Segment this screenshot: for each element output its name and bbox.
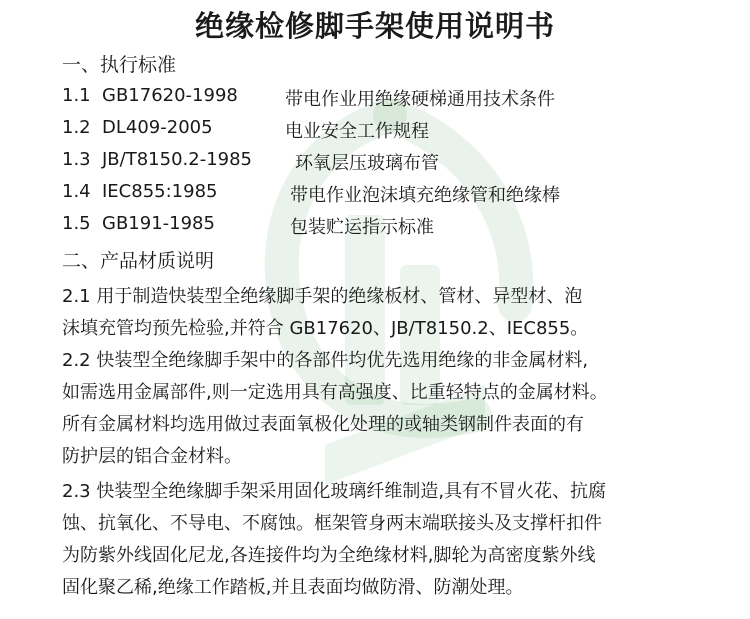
standard-code: DL409-2005 [102, 117, 213, 138]
standard-name: 电业安全工作规程 [285, 121, 429, 142]
paragraph-line: 2.3 快装型全绝缘脚手架采用固化玻璃纤维制造,具有不冒火花、抗腐 [62, 481, 607, 502]
paragraph-line: 2.1 用于制造快装型全绝缘脚手架的绝缘板材、管材、异型材、泡 [62, 286, 583, 307]
standard-code: IEC855:1985 [102, 181, 218, 202]
standard-code: GB191-1985 [102, 213, 215, 234]
standard-name: 包装贮运指示标准 [290, 217, 434, 238]
section1-heading: 一、执行标准 [62, 54, 177, 76]
paragraph-line: 2.2 快装型全绝缘脚手架中的各部件均优先选用绝缘的非金属材料, [62, 350, 589, 371]
standard-number: 1.1 [62, 85, 91, 106]
paragraph-line: 沫填充管均预先检验,并符合 GB17620、JB/T8150.2、IEC855。 [62, 318, 589, 339]
paragraph-line: 蚀、抗氧化、不导电、不腐蚀。框架管身两末端联接头及支撑杆扣件 [62, 513, 602, 534]
standard-number: 1.5 [62, 213, 91, 234]
standard-name: 环氧层压玻璃布管 [295, 153, 439, 174]
section2-heading: 二、产品材质说明 [62, 250, 215, 272]
standard-code: GB17620-1998 [102, 85, 238, 106]
standard-number: 1.3 [62, 149, 91, 170]
standard-number: 1.4 [62, 181, 91, 202]
paragraph-line: 如需选用金属部件,则一定选用具有高强度、比重轻特点的金属材料。 [62, 382, 608, 403]
document-title: 绝缘检修脚手架使用说明书 [194, 9, 555, 43]
standard-number: 1.2 [62, 117, 91, 138]
standard-name: 带电作业泡沫填充绝缘管和绝缘棒 [290, 185, 560, 206]
paragraph-line: 为防紫外线固化尼龙,各连接件均为全绝缘材料,脚轮为高密度紫外线 [62, 545, 596, 566]
standard-code: JB/T8150.2-1985 [102, 149, 253, 170]
paragraph-line: 固化聚乙稀,绝缘工作踏板,并且表面均做防滑、防潮处理。 [62, 577, 524, 598]
paragraph-line: 防护层的铝合金材料。 [62, 446, 242, 467]
paragraph-line: 所有金属材料均选用做过表面氧极化处理的或轴类钢制件表面的有 [62, 414, 584, 435]
standard-name: 带电作业用绝缘硬梯通用技术条件 [285, 89, 555, 110]
